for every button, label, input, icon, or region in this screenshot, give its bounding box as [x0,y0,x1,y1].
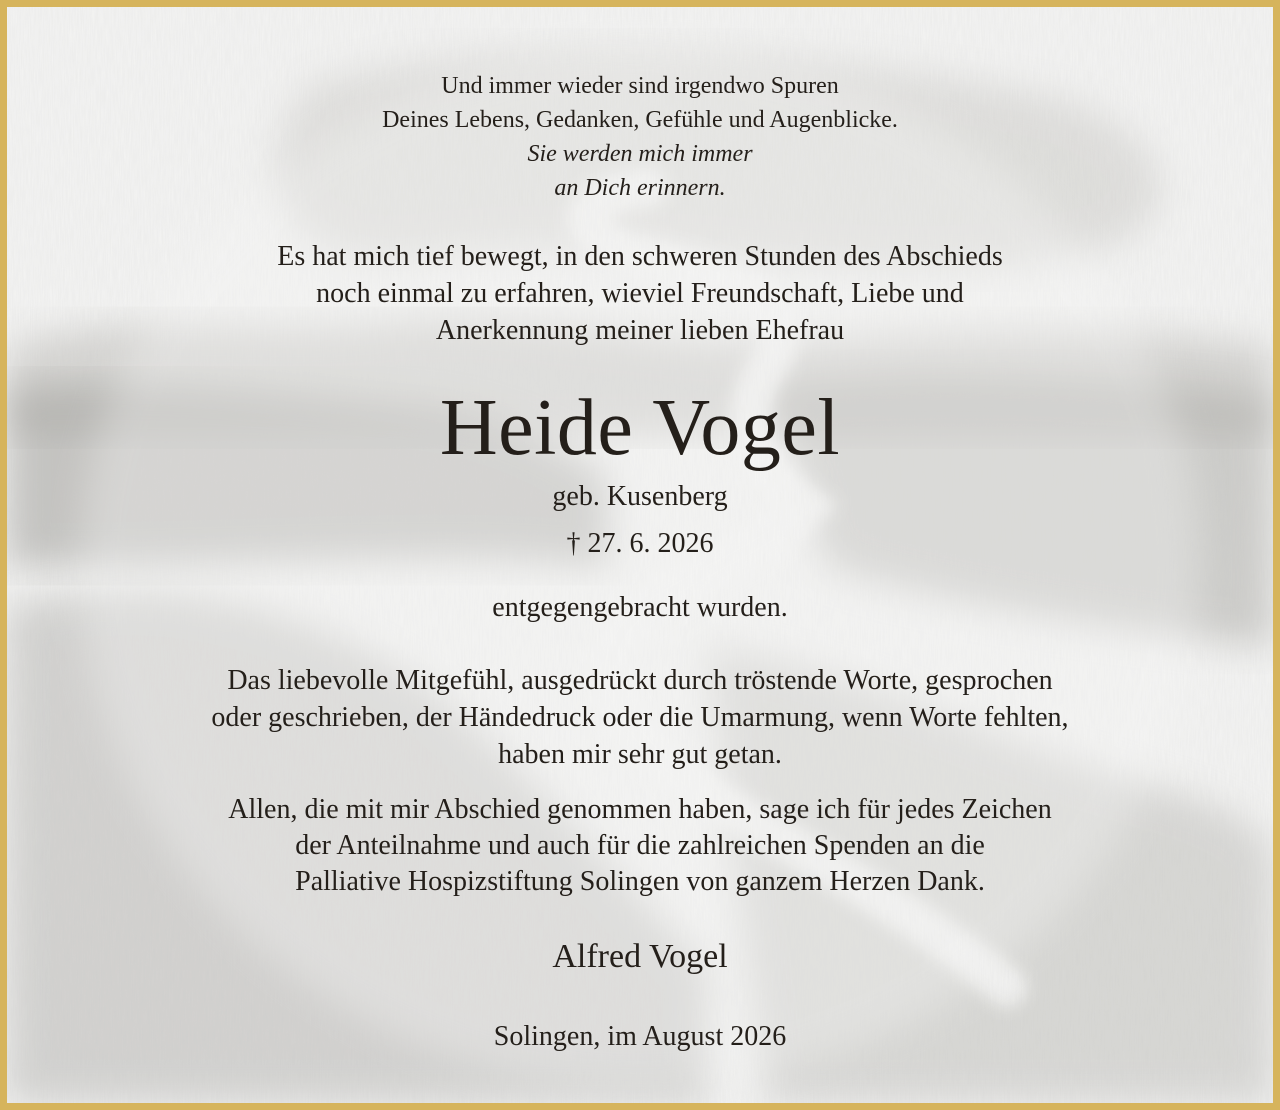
received-line: entgegengebracht wurden. [492,592,788,623]
death-date: † 27. 6. 2026 [566,528,714,559]
sympathy-line-1: Das liebevolle Mitgefühl, ausgedrückt durch tröstende Worte, gesprochen [227,665,1053,696]
thanks-paragraph [7,792,1273,900]
sympathy-line-2: oder geschrieben, der Händedruck oder die Umarmung, wenn Worte fehlten, [211,702,1069,733]
intro-line-2: noch einmal zu erfahren, wieviel Freundschaft, Liebe und [316,278,964,309]
motto-line-4: an Dich erinnern. [554,175,726,201]
thanks-line-3: Palliative Hospizstiftung Solingen von ganzem Herzen Dank. [295,866,985,897]
obituary-text [7,7,1273,1103]
intro-line-3: Anerkennung meiner lieben Ehefrau [435,315,845,346]
motto-line-1: Und immer wieder sind irgendwo Spuren [441,73,839,99]
maiden-name: geb. Kusenberg [552,481,728,512]
intro-line-1: Es hat mich tief bewegt, in den schweren Stunden des Abschieds [277,241,1003,272]
motto-line-3: Sie werden mich immer [527,141,753,167]
intro-paragraph [7,238,1273,349]
sympathy-paragraph [7,662,1273,773]
signature-name: Alfred Vogel [552,938,728,975]
motto-poem [7,69,1273,205]
sympathy-line-3: haben mir sehr gut getan. [498,739,782,770]
deceased-name: Heide Vogel [439,384,841,472]
place-and-date: Solingen, im August 2026 [493,1021,787,1052]
thanks-line-2: der Anteilnahme und auch für die zahlreichen Spenden an die [295,830,985,861]
motto-line-2: Deines Lebens, Gedanken, Gefühle und Augenblicke. [382,107,898,133]
thanks-line-1: Allen, die mit mir Abschied genommen haben, sage ich für jedes Zeichen [228,794,1052,825]
